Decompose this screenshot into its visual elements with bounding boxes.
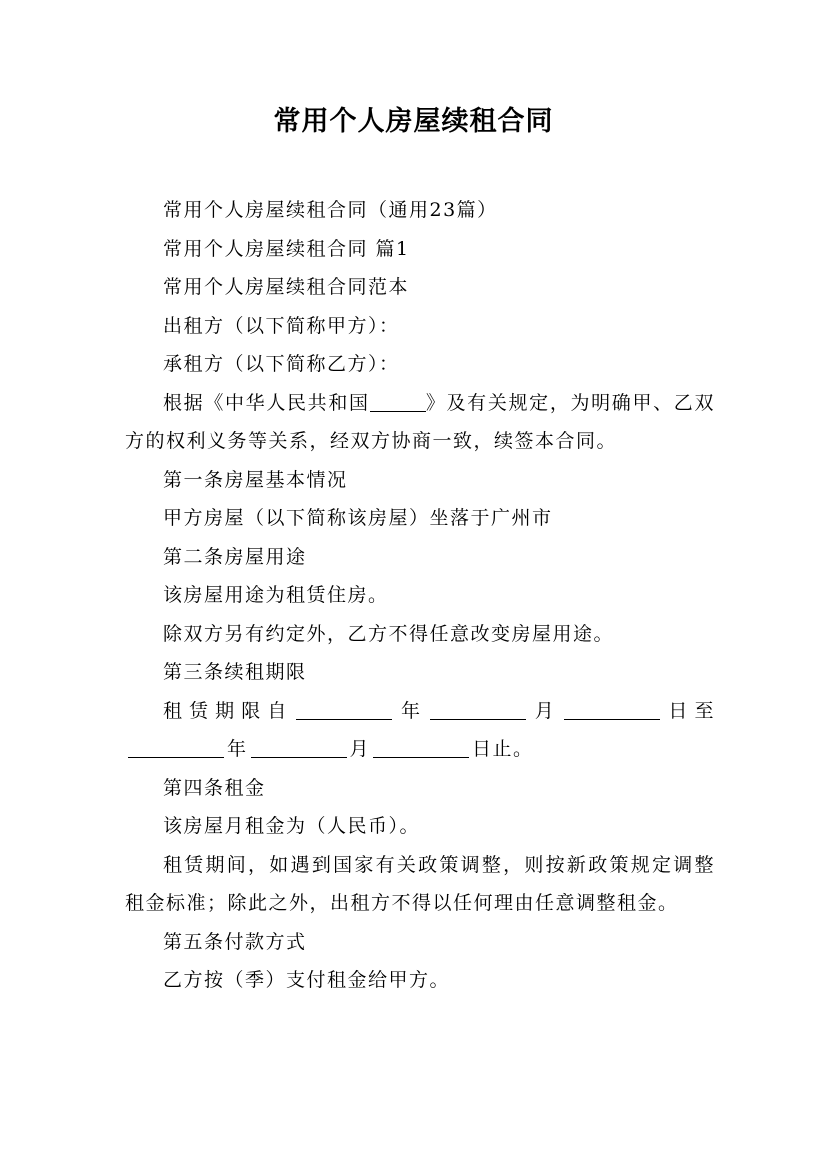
paragraph: 该房屋月租金为（人民币）。 [163, 815, 421, 837]
paragraph: 常用个人房屋续租合同（通用23篇） [163, 199, 498, 221]
paragraph [125, 384, 715, 461]
fill-in-blank [296, 697, 392, 720]
section-heading: 第五条付款方式 [163, 930, 307, 953]
paragraph: 承租方（以下简称乙方）： [163, 353, 400, 375]
fill-in-blank [564, 697, 660, 720]
section-heading: 第一条房屋基本情况 [163, 468, 348, 491]
fill-in-blank [373, 735, 469, 758]
document-title: 常用个人房屋续租合同 [273, 106, 554, 137]
fill-in-blank [370, 389, 426, 412]
section-heading: 第四条租金 [163, 776, 266, 799]
section-heading: 第三条续租期限 [163, 661, 307, 683]
paragraph-text: 根据《中华人民共和国 [163, 391, 370, 414]
paragraph-text: 月 [349, 738, 371, 760]
paragraph: 出租方（以下简称甲方）： [163, 314, 400, 337]
paragraph: 甲方房屋（以下简称该房屋）坐落于广州市 [163, 507, 553, 529]
paragraph: 常用个人房屋续租合同范本 [163, 276, 410, 298]
paragraph-text: 日止。 [472, 738, 534, 760]
fill-in-blank [430, 697, 526, 720]
paragraph-text: 月 [529, 699, 561, 722]
paragraph: 该房屋用途为租赁住房。 [163, 584, 389, 606]
paragraph-text: 年 [227, 738, 248, 760]
paragraph [125, 692, 715, 769]
paragraph: 常用个人房屋续租合同 篇1 [163, 237, 410, 260]
paragraph: 租赁期间，如遇到国家有关政策调整，则按新政策规定调整租金标准；除此之外，出租方不得以任何理由任意调整租金。 [125, 853, 715, 914]
paragraph-text: 日至 [662, 699, 715, 722]
fill-in-blank [251, 735, 347, 758]
document-body [125, 191, 715, 1000]
paragraph-text: 租赁期限自 [163, 699, 294, 722]
paragraph-text: 》及有关规定，为明确甲、乙双方的权利义务等关系，经双方协商一致，续签本合同。 [125, 391, 715, 452]
fill-in-blank [128, 735, 224, 758]
paragraph: 乙方按（季）支付租金给甲方。 [163, 969, 451, 991]
section-heading: 第二条房屋用途 [163, 545, 307, 568]
paragraph-text: 年 [395, 699, 428, 722]
paragraph: 除双方另有约定外，乙方不得任意改变房屋用途。 [163, 622, 615, 645]
